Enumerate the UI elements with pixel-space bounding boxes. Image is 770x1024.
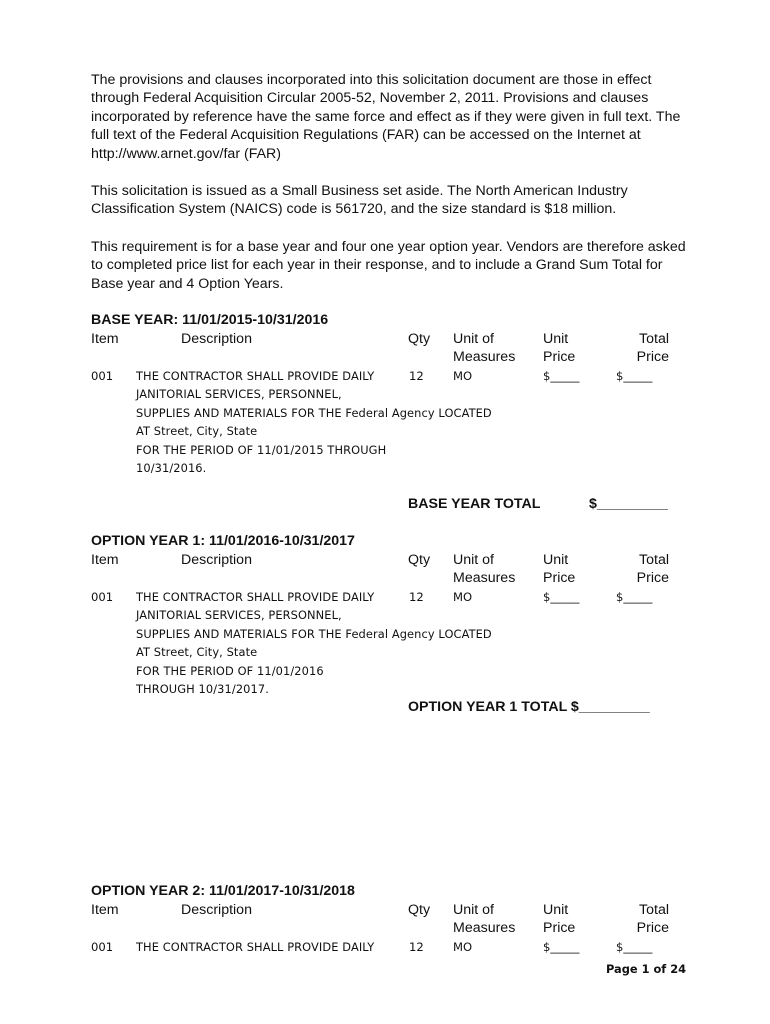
item-number: 001 [91, 369, 114, 383]
item-unit-price: $_____ [543, 940, 580, 954]
header-unit-price-line1: Unit [543, 331, 569, 347]
section-title: OPTION YEAR 1: 11/01/2016-10/31/2017 [91, 533, 355, 549]
base-year-total-value: $_________ [589, 496, 668, 512]
header-total-price-line1: Total [639, 331, 669, 347]
item-description [136, 938, 446, 956]
description-line: 10/31/2016. [136, 461, 207, 476]
header-description: Description [181, 331, 252, 347]
header-unit-of-line1: Unit of [453, 331, 495, 347]
item-qty: 12 [409, 590, 424, 604]
header-total-price-line2: Price [636, 920, 669, 937]
item-unit: MO [453, 369, 473, 383]
header-qty: Qty [408, 331, 431, 347]
description-line: SUPPLIES AND MATERIALS FOR THE Federal Agency LOCATED [136, 626, 492, 641]
header-unit-price [543, 551, 575, 588]
header-total-price-line1: Total [639, 902, 669, 918]
section-title: OPTION YEAR 2: 11/01/2017-10/31/2018 [91, 883, 355, 899]
header-unit-of-measures [453, 901, 515, 938]
description-line: THROUGH 10/31/2017. [136, 682, 269, 697]
item-qty: 12 [409, 940, 424, 954]
header-total-price-line1: Total [639, 552, 669, 568]
description-line: FOR THE PERIOD OF 11/01/2015 THROUGH [136, 442, 387, 457]
item-unit: MO [453, 590, 473, 604]
description-line: SUPPLIES AND MATERIALS FOR THE Federal Agency LOCATED [136, 405, 492, 420]
item-unit: MO [453, 940, 473, 954]
item-total-price: $_____ [616, 940, 653, 954]
header-unit-of-line2: Measures [453, 570, 516, 587]
header-unit-of-line2: Measures [453, 349, 516, 366]
header-item: Item [91, 902, 119, 918]
option-year-1-total: OPTION YEAR 1 TOTAL $_________ [408, 699, 650, 715]
header-unit-price-line1: Unit [543, 552, 569, 568]
item-qty: 12 [409, 369, 424, 383]
description-line: THE CONTRACTOR SHALL PROVIDE DAILY [136, 369, 375, 383]
header-unit-of-measures [453, 330, 515, 367]
item-number: 001 [91, 590, 114, 604]
description-line: JANITORIAL SERVICES, PERSONNEL, [136, 608, 342, 623]
header-unit-of-line2: Measures [453, 920, 516, 937]
description-line: AT Street, City, State [136, 424, 258, 439]
base-year-total-label: BASE YEAR TOTAL [408, 496, 541, 512]
header-description: Description [181, 552, 252, 568]
header-unit-of-line1: Unit of [453, 902, 495, 918]
header-total-price [610, 551, 669, 588]
header-unit-price [543, 901, 575, 938]
header-item: Item [91, 552, 119, 568]
header-total-price [610, 901, 669, 938]
item-unit-price: $_____ [543, 369, 580, 383]
section-title: BASE YEAR: 11/01/2015-10/31/2016 [91, 312, 329, 328]
item-total-price: $_____ [616, 590, 653, 604]
intro-paragraph-naics: This solicitation is issued as a Small Business set aside. The North American Industry Classification System (NAICS) code is 561720, and the size standard is $18 million. [91, 183, 628, 218]
intro-paragraph-far: The provisions and clauses incorporated into this solicitation document are those in effect through Federal Acquisition Circular 2005-52, November 2, 2011. Provisions and clauses incorporated by reference have the same force and effect as if they were given in full text. The full text of the Federal Acquisition Regulations (FAR) can be accessed on the Internet at http://www.arnet.gov/far (FAR) [91, 72, 681, 162]
header-total-price-line2: Price [636, 349, 669, 366]
description-line: THE CONTRACTOR SHALL PROVIDE DAILY [136, 590, 375, 604]
header-unit-price [543, 330, 575, 367]
intro-paragraph-requirement: This requirement is for a base year and four one year option year. Vendors are therefore asked to completed price list for each year in their response, and to include a Grand Sum Total for Base year and 4 Option Years. [91, 239, 686, 292]
header-qty: Qty [408, 552, 431, 568]
description-line: AT Street, City, State [136, 645, 258, 660]
header-unit-price-line2: Price [543, 570, 576, 587]
header-item: Item [91, 331, 119, 347]
description-line: THE CONTRACTOR SHALL PROVIDE DAILY [136, 940, 375, 954]
header-qty: Qty [408, 902, 431, 918]
header-total-price-line2: Price [636, 570, 669, 587]
header-unit-price-line2: Price [543, 349, 576, 366]
item-total-price: $_____ [616, 369, 653, 383]
page-number: Page 1 of 24 [606, 962, 687, 976]
header-total-price [610, 330, 669, 367]
header-unit-price-line1: Unit [543, 902, 569, 918]
header-description: Description [181, 902, 252, 918]
header-unit-of-measures [453, 551, 515, 588]
header-unit-of-line1: Unit of [453, 552, 495, 568]
item-unit-price: $_____ [543, 590, 580, 604]
description-line: JANITORIAL SERVICES, PERSONNEL, [136, 387, 342, 402]
item-number: 001 [91, 940, 114, 954]
description-line: FOR THE PERIOD OF 11/01/2016 [136, 663, 324, 678]
header-unit-price-line2: Price [543, 920, 576, 937]
